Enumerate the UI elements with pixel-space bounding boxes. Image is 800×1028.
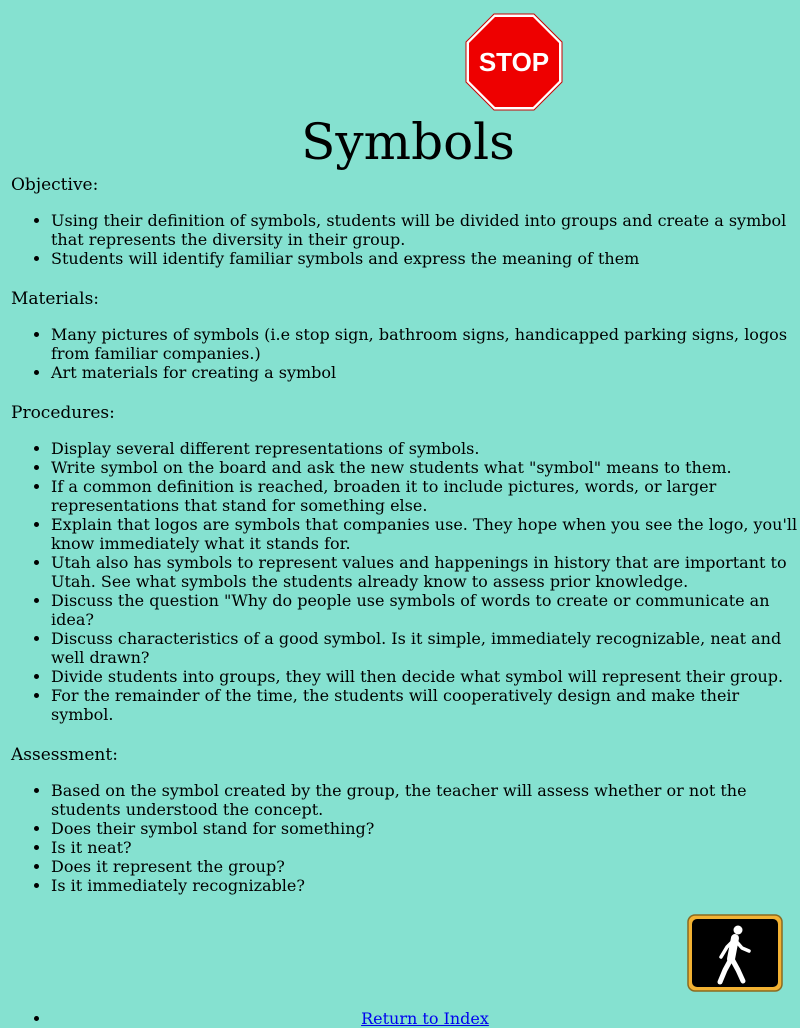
objective-section xyxy=(11,175,800,268)
list-item: • Write symbol on the board and ask the new students what "symbol" means to them. xyxy=(51,458,800,477)
list-item: • Is it neat? xyxy=(51,838,800,857)
assessment-section xyxy=(11,745,800,895)
page-title: Symbols xyxy=(301,113,515,171)
list-item: • Art materials for creating a symbol xyxy=(51,363,800,382)
materials-heading: Materials: xyxy=(11,289,100,309)
pedestrian-walk-icon xyxy=(687,914,783,992)
list-item: • Does their symbol stand for something? xyxy=(51,819,800,838)
stop-sign-icon xyxy=(465,13,563,111)
list-item xyxy=(51,1009,800,1028)
assessment-heading: Assessment: xyxy=(11,745,118,765)
list-item: • Explain that logos are symbols that companies use. They hope when you see the logo, you'll know immediately what it stands for. xyxy=(51,515,800,553)
list-item: • Display several different representations of symbols. xyxy=(51,439,800,458)
materials-section xyxy=(11,289,800,382)
materials-list xyxy=(11,325,800,382)
list-item: • Based on the symbol created by the group, the teacher will assess whether or not the students understood the concept. xyxy=(51,781,800,819)
list-item: • Does it represent the group? xyxy=(51,857,800,876)
list-item: • If a common definition is reached, broaden it to include pictures, words, or larger representations that stand for something else. xyxy=(51,477,800,515)
list-item: • Many pictures of symbols (i.e stop sign, bathroom signs, handicapped parking signs, logos from familiar companies.) xyxy=(51,325,800,363)
procedures-section xyxy=(11,403,800,724)
list-item: • Discuss the question "Why do people use symbols of words to create or communicate an idea? xyxy=(51,591,800,629)
list-item: • Discuss characteristics of a good symbol. Is it simple, immediately recognizable, neat and well drawn? xyxy=(51,629,800,667)
list-item: • Divide students into groups, they will then decide what symbol will represent their group. xyxy=(51,667,800,686)
list-item: • Utah also has symbols to represent values and happenings in history that are important to Utah. See what symbols the students already know to assess prior knowledge. xyxy=(51,553,800,591)
procedures-heading: Procedures: xyxy=(11,403,115,423)
footer-list xyxy=(51,1009,800,1028)
procedures-list xyxy=(11,439,800,724)
stop-sign-text: STOP xyxy=(478,47,550,77)
list-item: • Students will identify familiar symbols and express the meaning of them xyxy=(51,249,800,268)
list-item: • Using their definition of symbols, students will be divided into groups and create a symbol that represents the diversity in their group. xyxy=(51,211,800,249)
list-item: • For the remainder of the time, the students will cooperatively design and make their symbol. xyxy=(51,686,800,724)
return-to-index-link[interactable]: Return to Index xyxy=(361,1009,489,1028)
objective-heading: Objective: xyxy=(11,175,99,195)
list-item: • Is it immediately recognizable? xyxy=(51,876,800,895)
assessment-list xyxy=(11,781,800,895)
objective-list xyxy=(11,211,800,268)
